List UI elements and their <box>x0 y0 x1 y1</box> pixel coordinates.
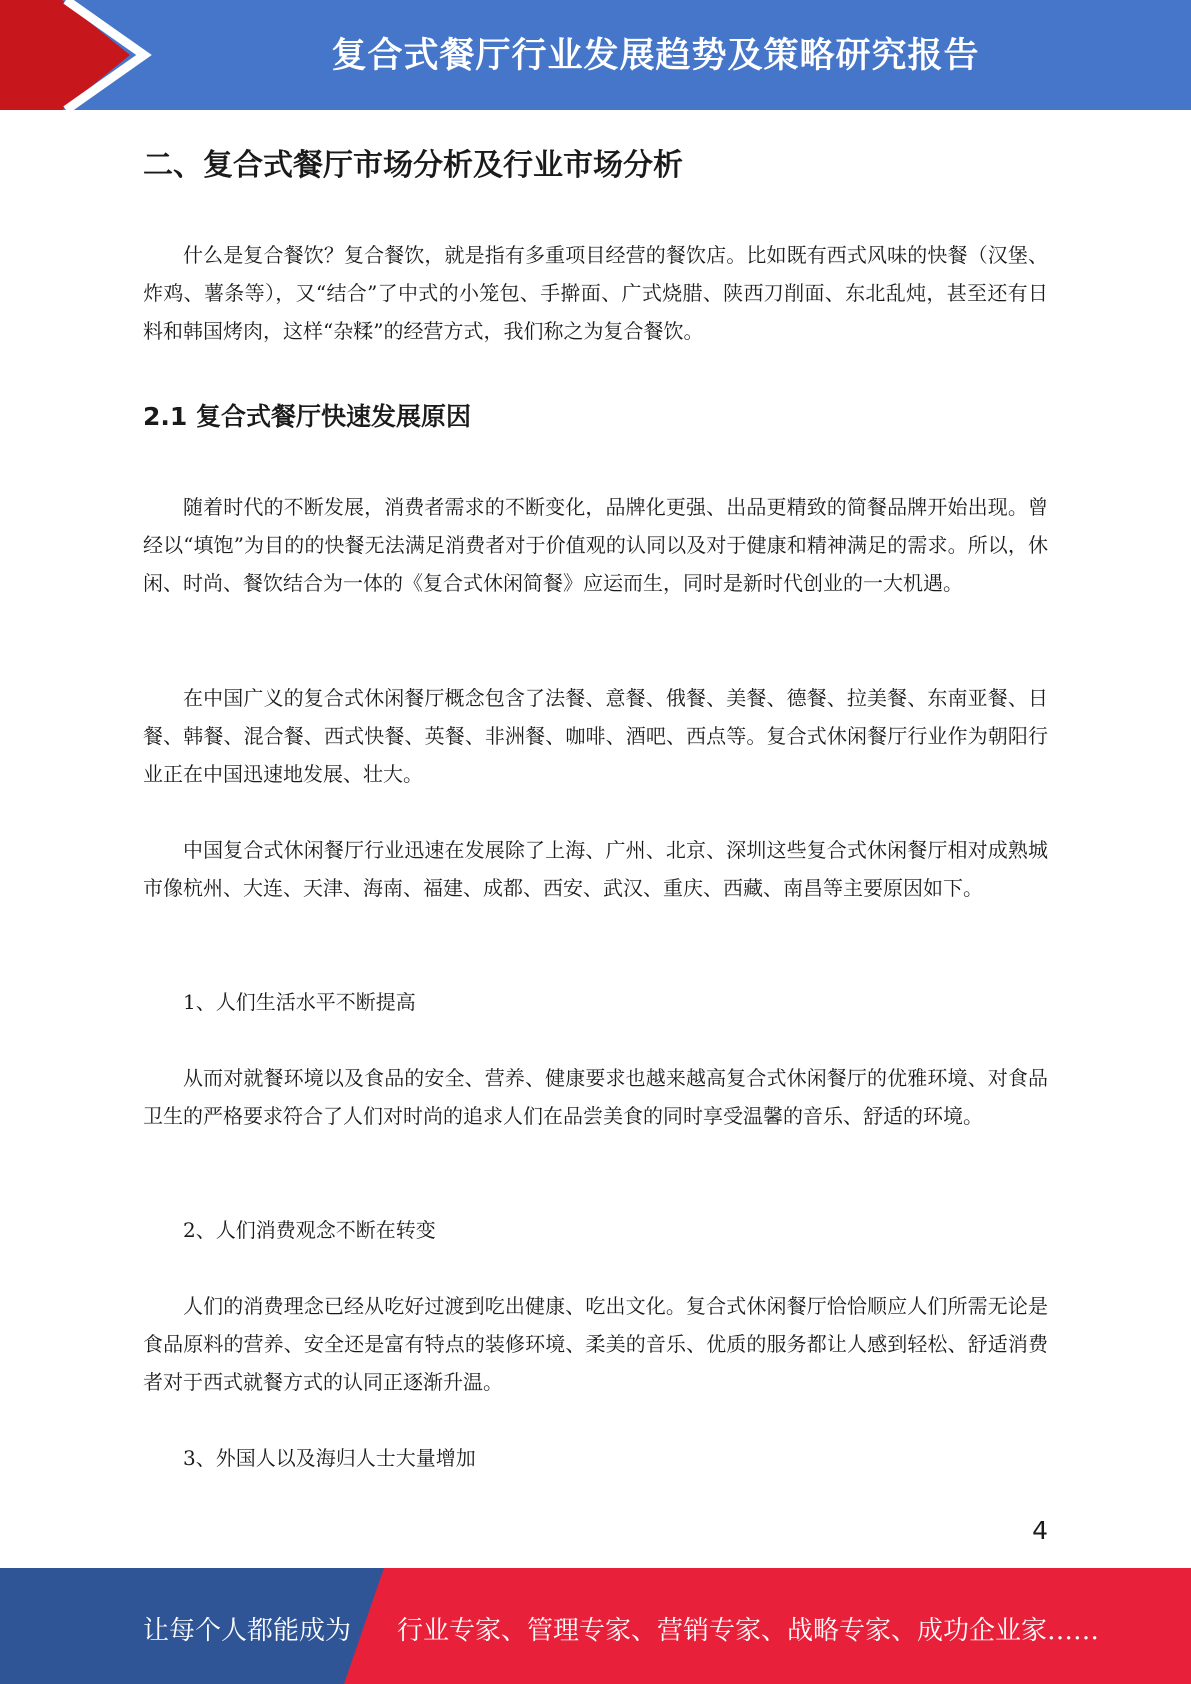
paragraph: 人们的消费理念已经从吃好过渡到吃出健康、吃出文化。复合式休闲餐厅恰恰顺应人们所需无论是食品原料的营养、安全还是富有特点的装修环境、柔美的音乐、优质的服务都让人感到轻松、舒适消费者对于西式就餐方式的认同正逐渐升温。 <box>143 1294 1048 1394</box>
footer-slogan-left: 让每个人都能成为 <box>143 1616 352 1646</box>
paragraph: 随着时代的不断发展，消费者需求的不断变化，品牌化更强、出品更精致的简餐品牌开始出现。曾经以“填饱”为目的的快餐无法满足消费者对于价值观的认同以及对于健康和精神满足的需求。所以，休闲、时尚、餐饮结合为一体的《复合式休闲简餐》应运而生，同时是新时代创业的一大机遇。 <box>143 495 1048 595</box>
page-number: 4 <box>1032 1516 1048 1545</box>
paragraph: 从而对就餐环境以及食品的安全、营养、健康要求也越来越高复合式休闲餐厅的优雅环境、对食品卫生的严格要求符合了人们对时尚的追求人们在品尝美食的同时享受温馨的音乐、舒适的环境。 <box>143 1066 1048 1128</box>
paragraph: 在中国广义的复合式休闲餐厅概念包含了法餐、意餐、俄餐、美餐、德餐、拉美餐、东南亚餐、日餐、韩餐、混合餐、西式快餐、英餐、非洲餐、咖啡、酒吧、西点等。复合式休闲餐厅行业作为朝阳行业正在中国迅速地发展、壮大。 <box>143 686 1048 786</box>
section-heading: 二、复合式餐厅市场分析及行业市场分析 <box>143 148 683 183</box>
list-item-heading: 1、人们生活水平不断提高 <box>183 990 416 1014</box>
report-title: 复合式餐厅行业发展趋势及策略研究报告 <box>331 36 980 76</box>
paragraph: 中国复合式休闲餐厅行业迅速在发展除了上海、广州、北京、深圳这些复合式休闲餐厅相对成熟城市像杭州、大连、天津、海南、福建、成都、西安、武汉、重庆、西藏、南昌等主要原因如下。 <box>143 838 1048 900</box>
footer-slogan-right: 行业专家、管理专家、营销专家、战略专家、成功企业家…… <box>397 1616 1100 1646</box>
page-footer <box>0 1568 1191 1684</box>
intro-paragraph: 什么是复合餐饮？复合餐饮，就是指有多重项目经营的餐饮店。比如既有西式风味的快餐（汉堡、炸鸡、薯条等），又“结合”了中式的小笼包、手擀面、广式烧腊、陕西刀削面、东北乱炖，甚至还有日料和韩国烤肉，这样“杂糅”的经营方式，我们称之为复合餐饮。 <box>143 243 1048 343</box>
list-item-heading: 2、人们消费观念不断在转变 <box>183 1218 436 1242</box>
subsection-heading: 2.1 复合式餐厅快速发展原因 <box>143 402 471 431</box>
page-header <box>0 0 1191 110</box>
list-item-heading: 3、外国人以及海归人士大量增加 <box>183 1446 476 1470</box>
